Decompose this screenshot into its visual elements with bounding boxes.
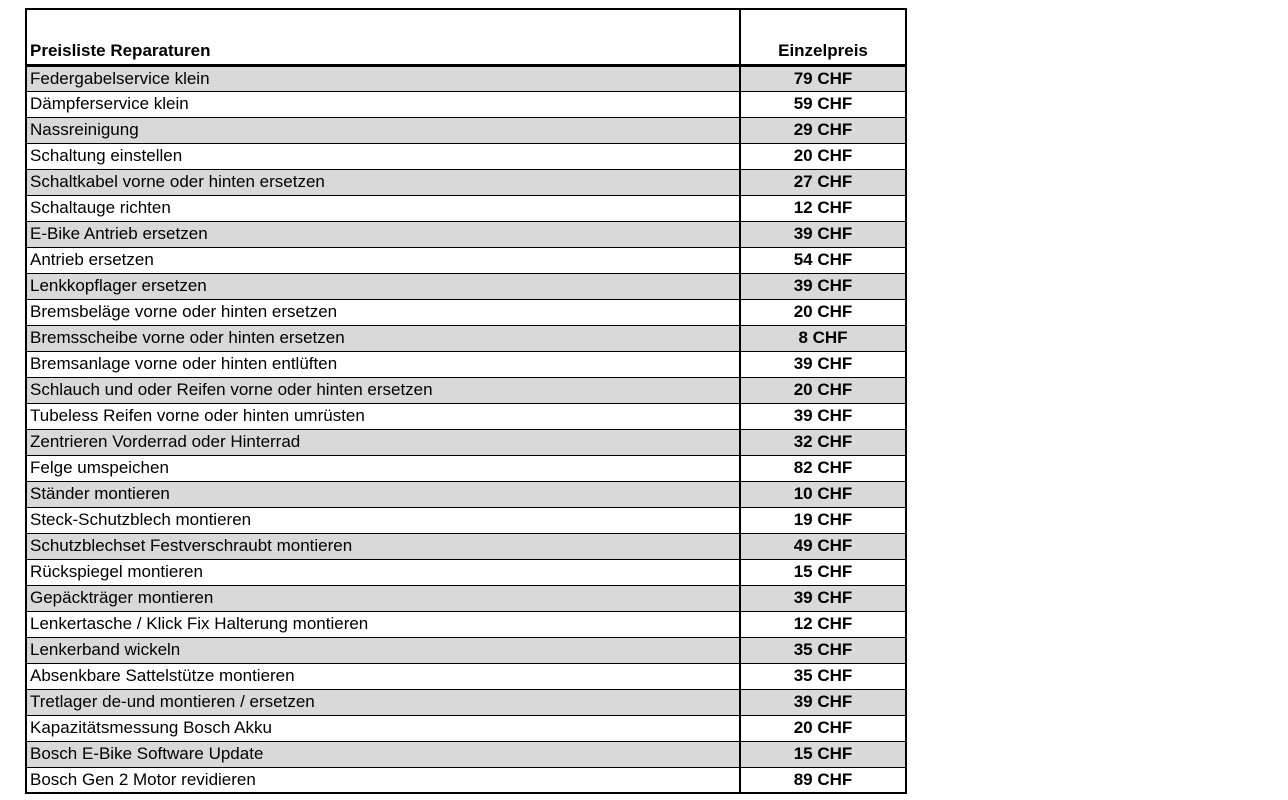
service-cell: Ständer montieren (26, 481, 740, 507)
table-row (26, 559, 906, 585)
service-column-header: Preisliste Reparaturen (26, 9, 740, 65)
service-cell: Nassreinigung (26, 117, 740, 143)
price-cell: 8 CHF (740, 325, 906, 351)
table-row (26, 325, 906, 351)
table-row (26, 689, 906, 715)
service-cell: Schutzblechset Festverschraubt montieren (26, 533, 740, 559)
price-cell: 27 CHF (740, 169, 906, 195)
price-cell: 12 CHF (740, 611, 906, 637)
price-cell: 54 CHF (740, 247, 906, 273)
table-row (26, 533, 906, 559)
service-cell: Tubeless Reifen vorne oder hinten umrüsten (26, 403, 740, 429)
price-cell: 19 CHF (740, 507, 906, 533)
service-cell: Bremsscheibe vorne oder hinten ersetzen (26, 325, 740, 351)
price-cell: 39 CHF (740, 585, 906, 611)
table-row (26, 273, 906, 299)
service-cell: Zentrieren Vorderrad oder Hinterrad (26, 429, 740, 455)
service-cell: Antrieb ersetzen (26, 247, 740, 273)
service-cell: Bosch Gen 2 Motor revidieren (26, 767, 740, 793)
price-cell: 35 CHF (740, 663, 906, 689)
price-cell: 32 CHF (740, 429, 906, 455)
table-row (26, 481, 906, 507)
service-cell: Lenkertasche / Klick Fix Halterung montieren (26, 611, 740, 637)
table-row (26, 611, 906, 637)
table-row (26, 767, 906, 793)
table-body (26, 65, 906, 793)
table-row (26, 715, 906, 741)
service-cell: Steck-Schutzblech montieren (26, 507, 740, 533)
service-cell: Bremsanlage vorne oder hinten entlüften (26, 351, 740, 377)
service-cell: Rückspiegel montieren (26, 559, 740, 585)
price-cell: 20 CHF (740, 143, 906, 169)
price-cell: 20 CHF (740, 377, 906, 403)
price-cell: 49 CHF (740, 533, 906, 559)
price-cell: 82 CHF (740, 455, 906, 481)
price-cell: 39 CHF (740, 351, 906, 377)
table-row (26, 143, 906, 169)
table-row (26, 91, 906, 117)
table-row (26, 247, 906, 273)
price-cell: 39 CHF (740, 403, 906, 429)
service-cell: Felge umspeichen (26, 455, 740, 481)
service-cell: Schaltung einstellen (26, 143, 740, 169)
price-cell: 15 CHF (740, 741, 906, 767)
table-row (26, 195, 906, 221)
table-row (26, 221, 906, 247)
service-cell: Lenkerband wickeln (26, 637, 740, 663)
price-cell: 89 CHF (740, 767, 906, 793)
table-row (26, 741, 906, 767)
price-cell: 20 CHF (740, 299, 906, 325)
service-cell: Bosch E-Bike Software Update (26, 741, 740, 767)
table-row (26, 169, 906, 195)
table-row (26, 455, 906, 481)
price-cell: 20 CHF (740, 715, 906, 741)
price-cell: 15 CHF (740, 559, 906, 585)
price-cell: 10 CHF (740, 481, 906, 507)
service-cell: Federgabelservice klein (26, 65, 740, 91)
service-cell: Schlauch und oder Reifen vorne oder hinten ersetzen (26, 377, 740, 403)
table-row (26, 403, 906, 429)
service-cell: Lenkkopflager ersetzen (26, 273, 740, 299)
service-cell: Absenkbare Sattelstütze montieren (26, 663, 740, 689)
table-row (26, 507, 906, 533)
table-row (26, 429, 906, 455)
table-row (26, 585, 906, 611)
price-cell: 59 CHF (740, 91, 906, 117)
price-cell: 12 CHF (740, 195, 906, 221)
service-cell: Bremsbeläge vorne oder hinten ersetzen (26, 299, 740, 325)
price-cell: 79 CHF (740, 65, 906, 91)
header-row (26, 9, 906, 65)
service-cell: Tretlager de-und montieren / ersetzen (26, 689, 740, 715)
price-cell: 39 CHF (740, 689, 906, 715)
price-cell: 39 CHF (740, 221, 906, 247)
price-column-header: Einzelpreis (740, 9, 906, 65)
price-cell: 39 CHF (740, 273, 906, 299)
service-cell: Schaltkabel vorne oder hinten ersetzen (26, 169, 740, 195)
service-cell: Kapazitätsmessung Bosch Akku (26, 715, 740, 741)
service-cell: Gepäckträger montieren (26, 585, 740, 611)
service-cell: Schaltauge richten (26, 195, 740, 221)
table-header (26, 9, 906, 65)
service-cell: Dämpferservice klein (26, 91, 740, 117)
table-row (26, 65, 906, 91)
table-row (26, 377, 906, 403)
table-row (26, 117, 906, 143)
price-cell: 35 CHF (740, 637, 906, 663)
price-cell: 29 CHF (740, 117, 906, 143)
service-cell: E-Bike Antrieb ersetzen (26, 221, 740, 247)
table-row (26, 663, 906, 689)
table-row (26, 351, 906, 377)
table-row (26, 637, 906, 663)
price-list-table (25, 8, 907, 794)
table-row (26, 299, 906, 325)
